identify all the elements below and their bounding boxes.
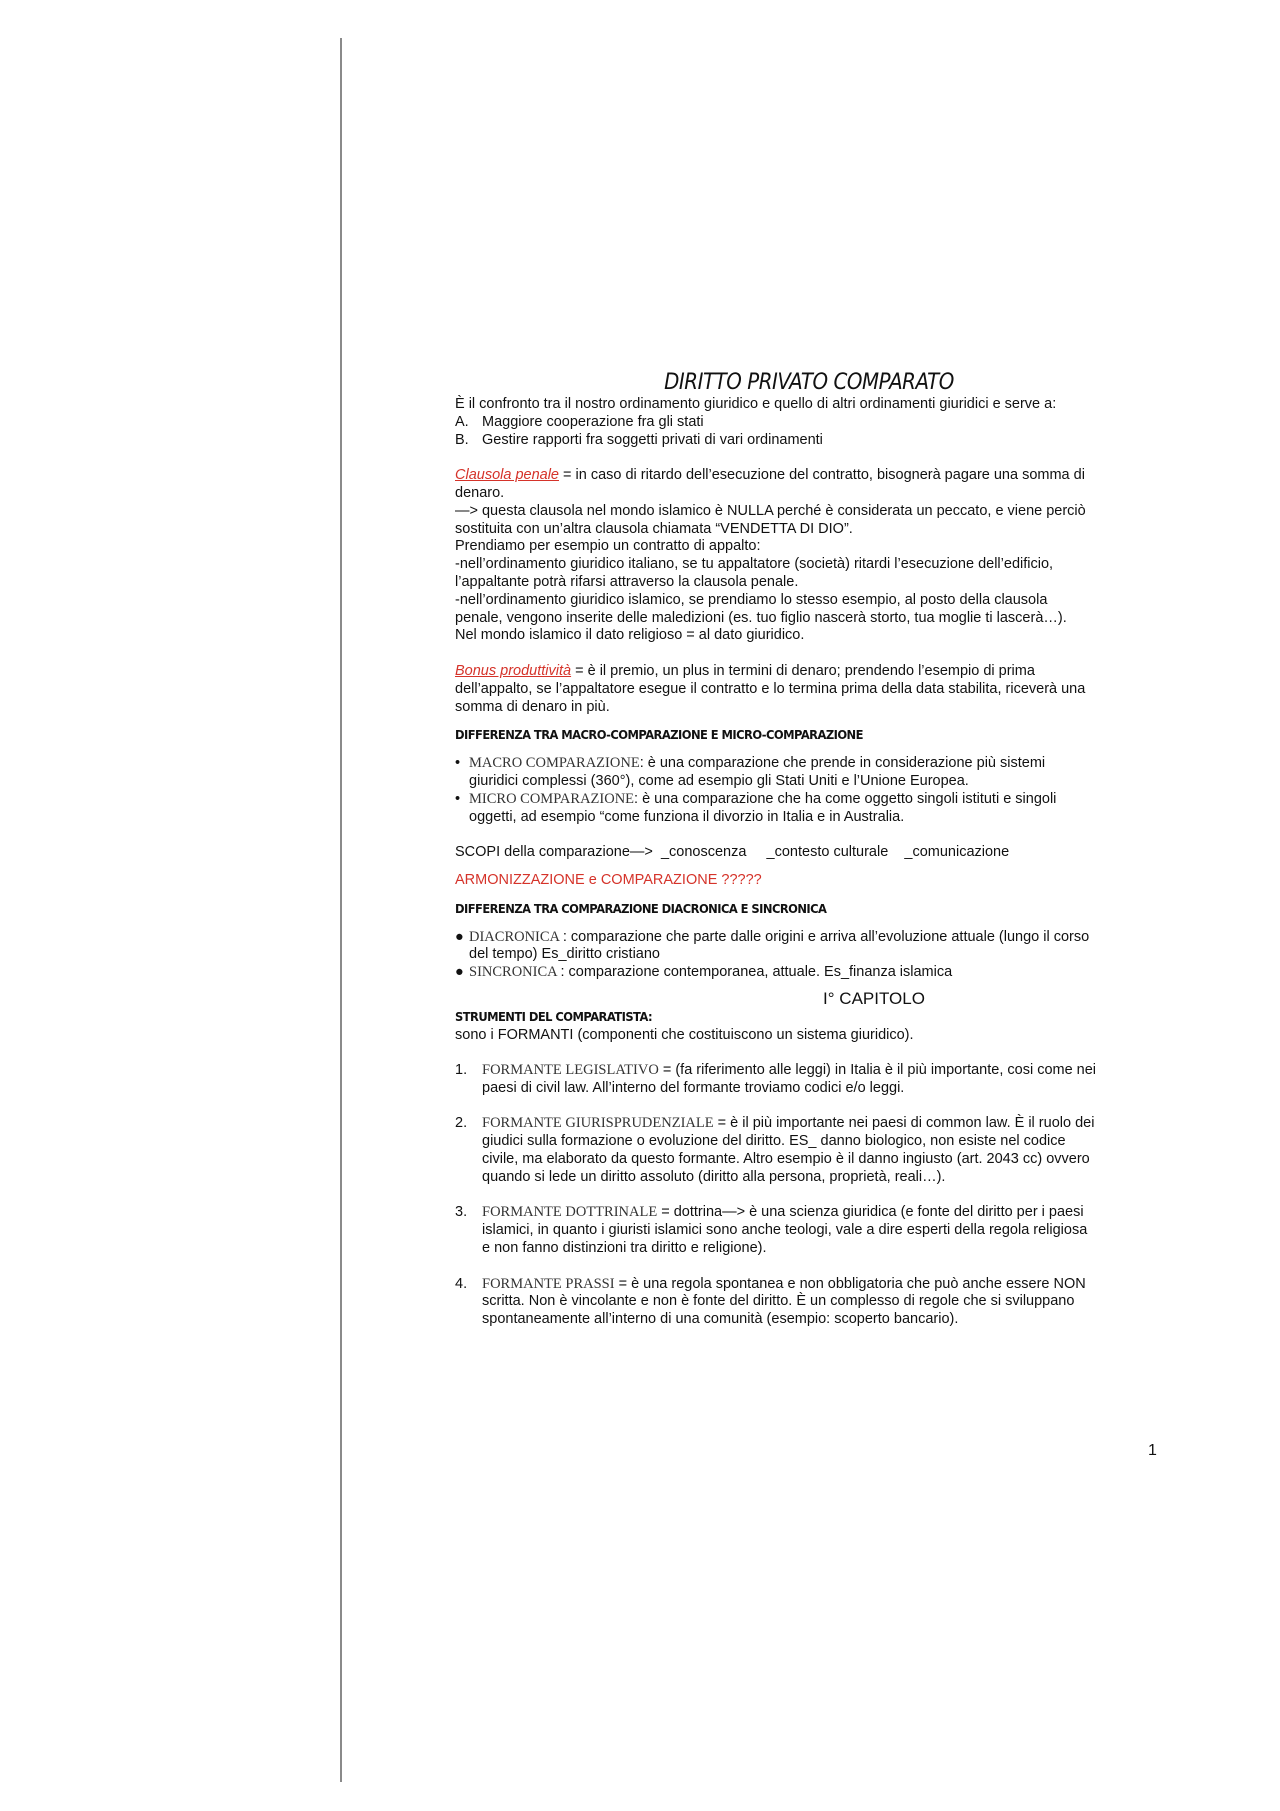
scopi-line: SCOPI della comparazione—> _conoscenza _contesto culturale _comunicazione <box>455 844 1010 861</box>
bonus-line: dell’appalto, se l’appaltatore esegue il contratto e lo termina prima della data stabilita, riceverà una <box>455 680 1086 697</box>
purpose-item: B. Gestire rapporti fra soggetti privati di vari ordinamenti <box>455 431 823 448</box>
intro-text: È il confronto tra il nostro ordinamento giuridico e quello di altri ordinamenti giuridici e serve a: <box>455 396 1057 412</box>
list-item-macro: • MACRO COMPARAZIONE: è una comparazione che prende in considerazione più sistemi giuridici complessi (360°), come ad esempio gli Stati Uniti e l’Unione Europea. <box>455 755 1046 789</box>
page-number: 1 <box>1148 1442 1157 1459</box>
clausola-line: denaro. <box>455 484 505 501</box>
bonus-definition: Bonus produttività = è il premio, un plus in termini di denaro; prendendo l’esempio di prima <box>455 662 1035 679</box>
list-item-formante: 4. FORMANTE PRASSI = è una regola spontanea e non obbligatoria che può anche essere NON scritta. Non è vincolante e non è fonte del diritto. È un complesso di regole che si sviluppano spontaneamente all’interno di una comunità (esempio: scoperto bancario). <box>455 1275 1086 1328</box>
list-item-sincronica: ● SINCRONICA : comparazione contemporanea, attuale. Es_finanza islamica <box>455 964 953 981</box>
clausola-line: -nell’ordinamento giuridico italiano, se tu appaltatore (società) ritardi l’esecuzione dell’edificio, <box>455 556 1054 573</box>
margin-line <box>340 38 342 1782</box>
purpose-item: A. Maggiore cooperazione fra gli stati <box>455 413 704 430</box>
spacer <box>455 1098 1163 1116</box>
list-item-formante: 2. FORMANTE GIURISPRUDENZIALE = è il più importante nei paesi di common law. È il ruolo dei giudici sulla formazione o evoluzione del diritto. ES_ danno biologico, non esiste nel codice civile, ma elaborato da questo formante. Altro esempio è il danno ingiusto (art. 2043 cc) ovvero quando si lede un diritto assoluto (diritto alla persona, proprietà, reali…). <box>455 1115 1095 1185</box>
macro-micro-list <box>455 755 1163 826</box>
bonus-term: Bonus produttività <box>455 662 572 679</box>
armonizzazione-line: ARMONIZZAZIONE e COMPARAZIONE ????? <box>455 871 762 888</box>
page-title: DIRITTO PRIVATO COMPARATO <box>664 370 954 395</box>
list-item-formante: 3. FORMANTE DOTTRINALE = dottrina—> è una scienza giuridica (e fonte del diritto per i paesi islamici, in quanto i giuristi islamici sono anche teologi, vale a dire esperti della regola religiosa e non fanno distinzioni tra diritto e religione). <box>455 1204 1088 1257</box>
clausola-line: —> questa clausola nel mondo islamico è NULLA perché è considerata un peccato, e viene perciò <box>455 502 1086 519</box>
heading-macro-micro: DIFFERENZA TRA MACRO-COMPARAZIONE E MICRO-COMPARAZIONE <box>455 727 863 743</box>
clausola-line: sostituita con un’altra clausola chiamata “VENDETTA DI DIO”. <box>455 520 853 537</box>
formanti-intro: sono i FORMANTI (componenti che costituiscono un sistema giuridico). <box>455 1026 914 1043</box>
list-item-micro: • MICRO COMPARAZIONE: è una comparazione che ha come oggetto singoli istituti e singoli oggetti, ad esempio “come funziona il divorzio in Italia e in Australia. <box>455 790 1057 825</box>
chapter-heading: I° CAPITOLO <box>823 988 925 1008</box>
clausola-term: Clausola penale <box>455 467 559 484</box>
formanti-list <box>455 1062 1163 1329</box>
bonus-line: somma di denaro in più. <box>455 698 610 715</box>
spacer <box>455 1258 1163 1276</box>
document-page <box>455 370 1163 1329</box>
clausola-definition: Clausola penale = in caso di ritardo dell’esecuzione del contratto, bisognerà pagare una somma di <box>455 467 1085 484</box>
heading-strumenti: STRUMENTI DEL COMPARATISTA: <box>455 1008 653 1024</box>
clausola-line: penale, vengono inserite delle maledizioni (es. tuo figlio nascerà storto, tua moglie ti lascerà…). <box>455 609 1067 626</box>
clausola-line: Nel mondo islamico il dato religioso = al dato giuridico. <box>455 627 805 644</box>
list-item-formante: 1. FORMANTE LEGISLATIVO = (fa riferimento alle leggi) in Italia è il più importante, cosi come nei paesi di civil law. All’interno del formante troviamo codici e/o leggi. <box>455 1062 1097 1096</box>
clausola-line: Prendiamo per esempio un contratto di appalto: <box>455 538 761 555</box>
clausola-line: l’appaltante potrà rifarsi attraverso la clausola penale. <box>455 573 799 590</box>
list-item-diacronica: ● DIACRONICA : comparazione che parte dalle origini e arriva all’evoluzione attuale (lungo il corso del tempo) Es_diritto cristiano <box>455 928 1090 963</box>
diacronica-list <box>455 929 1163 982</box>
heading-diacronica: DIFFERENZA TRA COMPARAZIONE DIACRONICA E SINCRONICA <box>455 900 827 916</box>
clausola-line: -nell’ordinamento giuridico islamico, se prendiamo lo stesso esempio, al posto della clausola <box>455 591 1048 608</box>
spacer <box>455 1187 1163 1205</box>
